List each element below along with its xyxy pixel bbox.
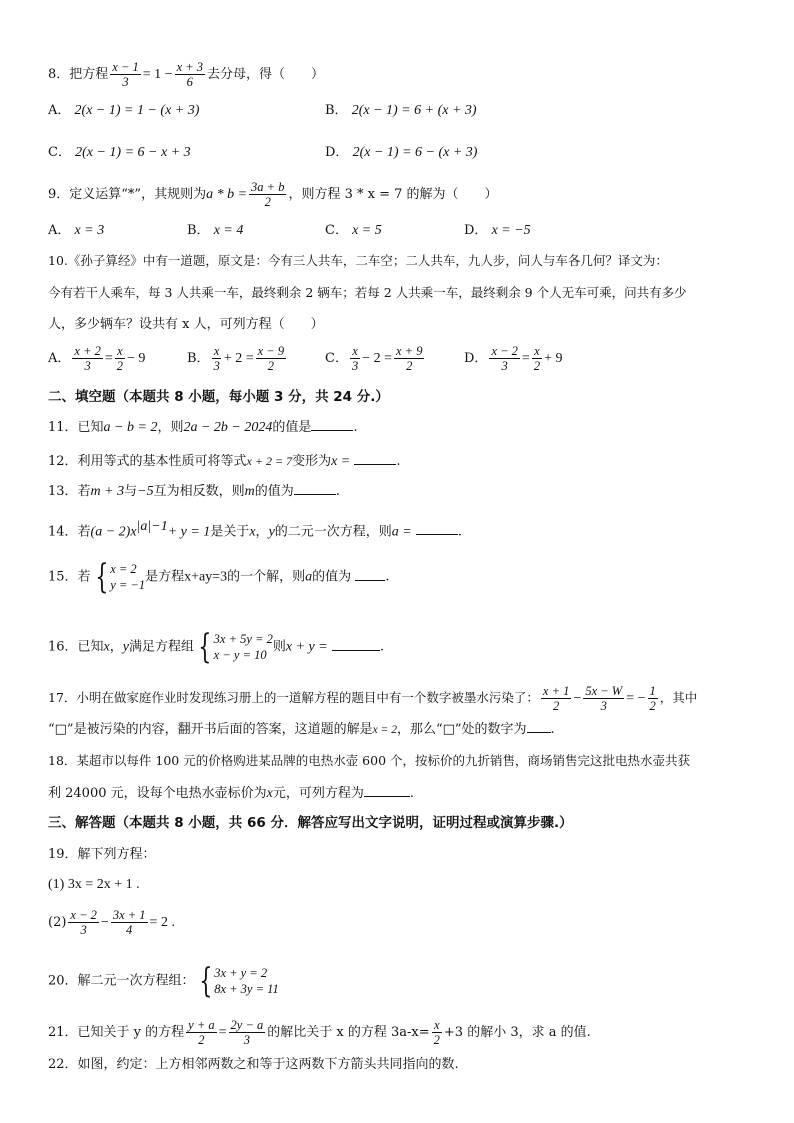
q17-text: 17．小明在做家庭作业时发现练习册上的一道解方程的题目中有一个数字被墨水污染了： — [48, 690, 539, 705]
q17-math: x = 2 — [372, 724, 397, 736]
section-3-heading: 三、解答题（本题共 8 小题，共 66 分．解答应写出文字说明，证明过程或演算步骤.） — [48, 815, 573, 831]
q14-math-1: (a − 2)x — [90, 524, 137, 540]
system-row-1: 3x + y = 2 — [214, 966, 268, 980]
option-letter: D． — [325, 145, 349, 160]
answer-blank[interactable] — [527, 720, 551, 733]
option-math: 2(x − 1) = 6 + (x + 3) — [351, 103, 477, 118]
q10-line-3: 人，多少辆车？设共有 x 人，可列方程（ ） — [48, 317, 324, 332]
q17-op: − — [573, 691, 582, 706]
q11-text-mid: ，则 — [157, 420, 184, 435]
fraction-numerator: 2y − a — [230, 1018, 264, 1032]
q14 — [48, 518, 462, 541]
q8-stem-end: 去分母，得（ ） — [207, 67, 325, 82]
fraction — [350, 344, 360, 373]
brace-icon: { — [198, 961, 212, 1001]
fraction — [583, 684, 624, 713]
system-row-1: 3x + 5y = 2 — [213, 632, 273, 646]
fraction-numerator: x — [434, 1018, 440, 1032]
q16-var-y: y — [122, 639, 129, 655]
q12-math-1: x + 2 = 7 — [246, 454, 293, 468]
fraction — [115, 344, 125, 373]
q16-comma: ， — [109, 639, 123, 655]
q15-var-a: a — [305, 569, 313, 585]
q8-option-c — [48, 144, 191, 162]
fraction-denominator: 4 — [126, 923, 133, 937]
q21-text-mid: 的解比关于 x 的方程 3a-x= — [267, 1025, 430, 1040]
fraction — [111, 908, 148, 937]
q10-option-a — [48, 344, 145, 373]
q13-math-3: m — [244, 484, 255, 499]
fraction — [541, 684, 571, 713]
q15 — [48, 557, 390, 597]
option-math: x = 3 — [74, 223, 105, 238]
q13-text: 13．若 — [48, 484, 91, 499]
q18-text: 利 24000 元，设每个电热水壶标价为 — [48, 786, 267, 801]
q13 — [48, 482, 340, 501]
q9-option-c — [325, 222, 382, 240]
q16-math: x + y = — [285, 639, 328, 655]
q18-period: . — [409, 786, 414, 801]
q16-system — [194, 627, 273, 667]
fraction-denominator: 3 — [80, 923, 87, 937]
q15-period: . — [385, 569, 390, 585]
brace-icon: { — [198, 627, 212, 667]
q21-text-end: +3 的解小 3，求 a 的值. — [443, 1025, 591, 1040]
option-letter: D． — [464, 223, 488, 238]
answer-blank[interactable] — [416, 522, 458, 535]
q16 — [48, 627, 384, 667]
q8-fraction-1 — [110, 60, 140, 89]
system-row-2: x − y = 10 — [213, 648, 267, 662]
option-math: − 2 = — [362, 351, 392, 366]
option-letter: C． — [325, 223, 348, 238]
q11-text-end: 的值是 — [272, 420, 312, 435]
q9-option-a — [48, 222, 104, 240]
q16-text-end: 则 — [272, 639, 286, 655]
q9-stem — [48, 180, 498, 209]
q19-tail: = 2 . — [149, 915, 175, 930]
q22: 22．如图，约定：上方相邻两数之和等于这两数下方箭头共同指向的数. — [48, 1057, 459, 1072]
q17-text-3: ，那么“□”处的数字为 — [396, 722, 527, 737]
system-row-2: y = −1 — [110, 578, 146, 592]
fraction-denominator: 3 — [600, 699, 607, 713]
q12 — [48, 452, 401, 471]
q20-text: 20．解二元一次方程组： — [48, 973, 195, 989]
q9-fraction — [249, 180, 286, 209]
q21-eq: = — [218, 1025, 227, 1040]
q19-part-1: (1) 3x = 2x + 1 . — [48, 877, 140, 892]
q18-line-1: 18．某超市以每件 100 元的价格购进某品牌的电热水壶 600 个，按标价的九折销售，商场销售完这批电热水壶共获 — [48, 753, 691, 768]
q9-stem-end: ，则方程 3 * x = 7 的解为（ ） — [288, 187, 498, 202]
option-letter: C． — [325, 351, 348, 366]
fraction-numerator: 3x + 1 — [112, 908, 146, 922]
q15-system — [91, 557, 146, 597]
fraction-denominator: 3 — [243, 1033, 251, 1047]
fraction-numerator: x + 2 — [74, 344, 101, 358]
q10-option-c — [325, 344, 426, 373]
q14-text: 14．若 — [48, 524, 91, 540]
q12-text: 12．利用等式的基本性质可将等式 — [48, 454, 247, 469]
answer-blank[interactable] — [294, 482, 336, 495]
answer-blank[interactable] — [364, 784, 410, 797]
q19-part-2-label: (2) — [48, 915, 67, 930]
q18-line-2 — [48, 784, 414, 803]
fraction-denominator: 6 — [186, 75, 193, 89]
q16-text-mid: 满足方程组 — [129, 639, 195, 655]
q14-exponent: |a|−1 — [136, 519, 168, 534]
option-letter: B． — [187, 351, 210, 366]
q13-text-end: 的值为 — [254, 484, 294, 499]
q17-line-2 — [48, 720, 555, 739]
fraction-numerator: x — [213, 344, 220, 358]
option-math: x = 4 — [213, 223, 244, 238]
q20-system — [195, 961, 279, 1001]
fraction-denominator: 2 — [649, 699, 656, 713]
brace-icon: { — [94, 557, 108, 597]
fraction-denominator: 3 — [213, 359, 220, 373]
q8-stem — [48, 60, 324, 89]
q13-text-mid: 与 — [124, 484, 138, 499]
option-math: + 2 = — [223, 351, 254, 366]
q19-part-2 — [48, 908, 175, 937]
fraction-numerator: x — [534, 344, 540, 358]
q11-math-2: 2a − 2b − 2024 — [183, 420, 273, 435]
q17-line-1 — [48, 684, 697, 713]
q15-text: 15．若 — [48, 569, 91, 585]
q16-text: 16．已知 — [48, 639, 104, 655]
fraction — [212, 344, 222, 373]
q21 — [48, 1018, 591, 1047]
fraction-numerator: x − 2 — [491, 344, 518, 358]
fraction-numerator: x − 1 — [112, 60, 139, 74]
q8-option-b — [325, 102, 477, 120]
q8-option-d — [325, 144, 477, 162]
option-letter: B． — [325, 103, 348, 118]
option-letter: A． — [48, 223, 71, 238]
q15-math: x+ay=3 — [184, 569, 228, 585]
q14-comma: ， — [255, 524, 269, 540]
q14-var-x: x — [249, 524, 256, 540]
q15-text-mid-2: 的一个解，则 — [227, 569, 306, 585]
option-math: x = 5 — [352, 223, 382, 238]
q11 — [48, 418, 358, 437]
option-math: = — [521, 351, 530, 366]
fraction — [532, 344, 542, 373]
q9-stem-text: 9．定义运算“*”，其规则为 — [48, 187, 207, 202]
answer-blank[interactable] — [354, 452, 396, 465]
q21-text: 21．已知关于 y 的方程 — [48, 1025, 185, 1040]
option-math: 2(x − 1) = 6 − (x + 3) — [352, 145, 478, 160]
q18-var-x: x — [266, 786, 273, 801]
fraction — [229, 1018, 266, 1047]
fraction-denominator: 2 — [264, 195, 271, 209]
q14-var-y: y — [268, 524, 275, 540]
fraction-denominator: 2 — [116, 359, 124, 373]
fraction-denominator: 3 — [122, 75, 129, 89]
fraction-denominator: 3 — [351, 359, 359, 373]
fraction-denominator: 3 — [84, 359, 91, 373]
q8-option-a — [48, 102, 199, 120]
answer-blank[interactable] — [355, 568, 385, 581]
q12-period: . — [396, 454, 401, 469]
q12-text-mid: 变形为 — [292, 454, 332, 469]
fraction-numerator: 3a + b — [251, 180, 285, 194]
fraction-numerator: x + 3 — [176, 60, 204, 74]
fraction — [432, 1018, 442, 1047]
q13-period: . — [335, 484, 340, 499]
fraction-denominator: 2 — [533, 359, 541, 373]
fraction-denominator: 2 — [553, 699, 560, 713]
q19-stem: 19．解下列方程： — [48, 847, 156, 862]
q10-line-2: 今有若干人乘车，每 3 人共乘一车，最终剩余 2 辆车；若每 2 人共乘一车，最终剩余 9 个人无车可乘，问共有多少 — [48, 285, 687, 300]
system-row-2: 8x + 3y = 11 — [214, 982, 279, 996]
answer-blank[interactable] — [311, 418, 353, 431]
q14-math-2: + y = 1 — [167, 524, 211, 540]
fraction — [186, 1018, 216, 1047]
q11-period: . — [353, 420, 358, 435]
fraction — [256, 344, 286, 373]
q17-text-end: ，其中 — [659, 690, 698, 705]
option-math: − 9 — [127, 351, 146, 366]
q17-period: . — [550, 722, 555, 737]
fraction-numerator: 5x − W — [585, 684, 623, 698]
fraction-numerator: x — [352, 344, 358, 358]
fraction-numerator: x + 1 — [542, 684, 570, 698]
q15-text-mid: 是方程 — [145, 569, 185, 585]
fraction-denominator: 2 — [406, 359, 413, 373]
fraction-numerator: x — [117, 344, 123, 358]
q11-math-1: a − b = 2 — [103, 420, 158, 435]
option-math: + 9 — [544, 351, 563, 366]
q19-op: − — [100, 915, 109, 930]
answer-blank[interactable] — [332, 638, 380, 651]
q16-period: . — [379, 639, 384, 655]
q17-text-2: “□”是被污染的内容，翻开书后面的答案，这道题的解是 — [48, 722, 373, 737]
option-math: x = −5 — [491, 223, 531, 238]
q8-fraction-2 — [175, 60, 205, 89]
system-row-1: x = 2 — [110, 562, 137, 576]
fraction — [68, 908, 98, 937]
q14-text-mid: 是关于 — [210, 524, 250, 540]
q15-text-end: 的值为 — [312, 569, 352, 585]
option-letter: A． — [48, 351, 71, 366]
q10-option-b — [187, 344, 288, 373]
q10-line-1: 10.《孙子算经》中有一道题，原文是：今有三人共车，二车空；二人共车，九人步，问人与车各几何？译文为： — [48, 253, 668, 268]
fraction-numerator: 1 — [649, 684, 656, 698]
q14-math-3: a = — [391, 524, 412, 540]
option-math: 2(x − 1) = 1 − (x + 3) — [74, 103, 200, 118]
fraction-denominator: 3 — [501, 359, 508, 373]
fraction-numerator: x + 9 — [396, 344, 423, 358]
option-math: 2(x − 1) = 6 − x + 3 — [75, 145, 191, 160]
section-2-heading: 二、填空题（本题共 8 小题，每小题 3 分，共 24 分.） — [48, 389, 389, 405]
option-letter: B． — [187, 223, 210, 238]
fraction-denominator: 2 — [267, 359, 274, 373]
q17-eq: = − — [626, 691, 646, 706]
q13-math-2: −5 — [137, 484, 154, 499]
q10-option-d — [464, 344, 562, 373]
q13-math-1: m + 3 — [90, 484, 125, 499]
q9-option-d — [464, 222, 531, 240]
fraction — [72, 344, 102, 373]
fraction-numerator: x − 9 — [257, 344, 285, 358]
fraction — [489, 344, 519, 373]
fraction — [648, 684, 658, 713]
option-letter: A． — [48, 103, 71, 118]
q14-period: . — [457, 524, 463, 540]
q9-lhs: a * b = — [206, 187, 248, 202]
option-math: = — [104, 351, 113, 366]
fraction — [394, 344, 424, 373]
fraction-denominator: 2 — [433, 1033, 440, 1047]
q12-math-2: x = — [331, 454, 351, 469]
q16-var-x: x — [103, 639, 110, 655]
q13-text-mid-2: 互为相反数，则 — [153, 484, 245, 499]
fraction-denominator: 2 — [198, 1033, 205, 1047]
q8-stem-text: 8．把方程 — [48, 67, 109, 82]
option-letter: D． — [464, 351, 488, 366]
q8-equation-middle: = 1 − — [142, 67, 173, 82]
q14-text-mid-2: 的二元一次方程，则 — [274, 524, 392, 540]
q11-text: 11．已知 — [48, 420, 104, 435]
fraction-numerator: y + a — [188, 1018, 215, 1032]
q9-option-b — [187, 222, 243, 240]
option-letter: C． — [48, 145, 71, 160]
q20 — [48, 961, 279, 1001]
fraction-numerator: x − 2 — [70, 908, 97, 922]
q18-text-end: 元，可列方程为 — [272, 786, 364, 801]
